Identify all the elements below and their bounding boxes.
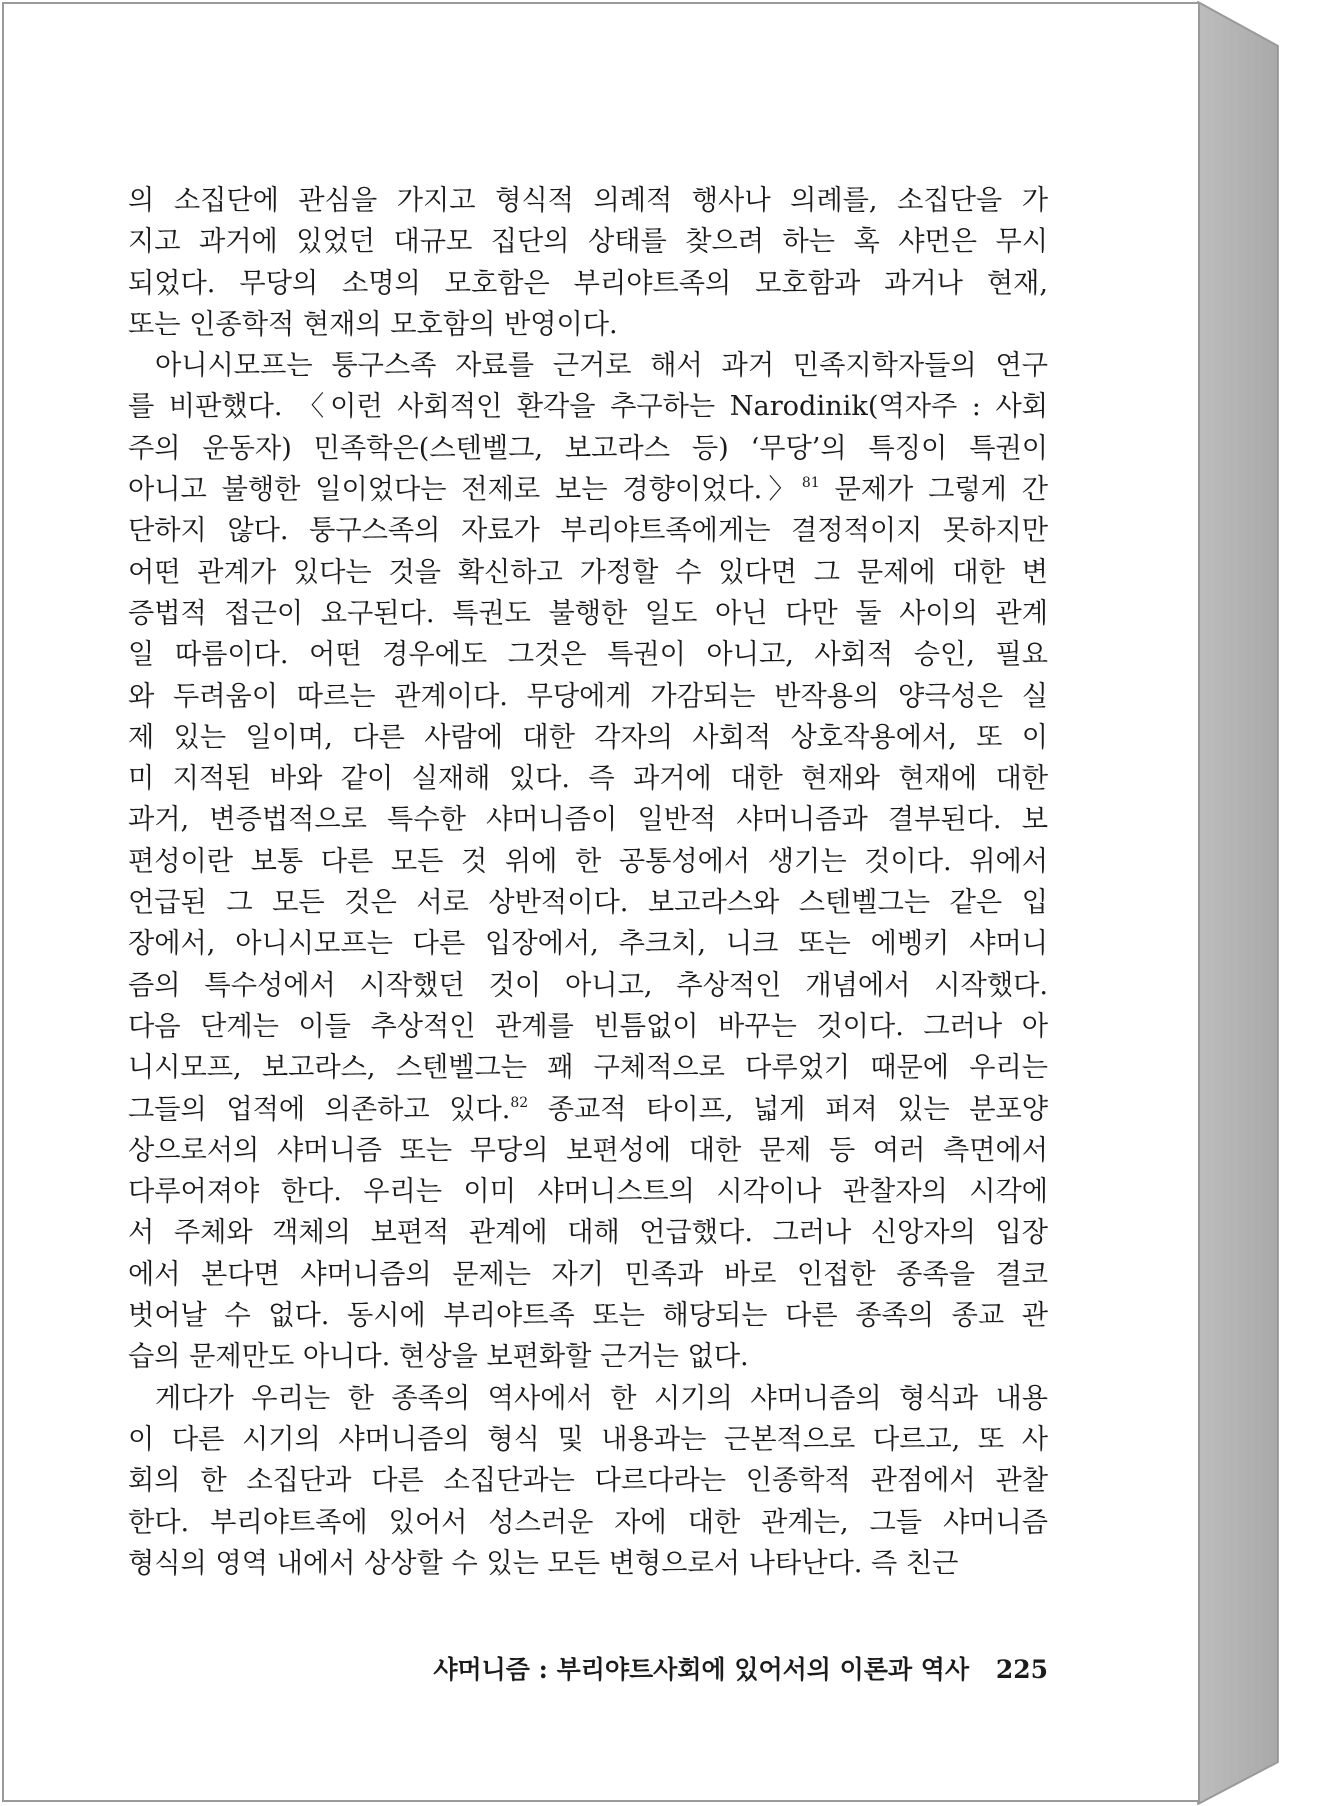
text-line: 다루어져야 한다. 우리는 이미 샤머니스트의 시각이나 관찰자의 시각에 <box>128 1176 1048 1208</box>
text-line: 장에서, 아니시모프는 다른 입장에서, 추크치, 니크 또는 에벵키 샤머니 <box>128 928 1048 960</box>
text-line: 과거, 변증법적으로 특수한 샤머니즘이 일반적 샤머니즘과 결부된다. 보 <box>128 804 1048 836</box>
text-line: 즘의 특수성에서 시작했던 것이 아니고, 추상적인 개념에서 시작했다. <box>128 969 1048 1001</box>
text-line: 형식의 영역 내에서 상상할 수 있는 모든 변형으로서 나타난다. 즉 친근 <box>128 1547 959 1579</box>
text-line: 미 지적된 바와 같이 실재해 있다. 즉 과거에 대한 현재와 현재에 대한 <box>128 763 1048 795</box>
text-line: 편성이란 보통 다른 모든 것 위에 한 공통성에서 생기는 것이다. 위에서 <box>128 845 1048 877</box>
text-line: 상으로서의 샤머니즘 또는 무당의 보편성에 대한 문제 등 여러 측면에서 <box>128 1134 1048 1166</box>
text-line: 되었다. 무당의 소명의 모호함은 부리야트족의 모호함과 과거나 현재, <box>128 267 1048 299</box>
text-line: 니시모프, 보고라스, 스텐벨그는 꽤 구체적으로 다루었기 때문에 우리는 <box>128 1052 1048 1084</box>
text-line: 다음 단계는 이들 추상적인 관계를 빈틈없이 바꾸는 것이다. 그러나 아 <box>128 1010 1048 1042</box>
page-footer <box>0 1650 1048 1686</box>
text-line: 또는 인종학적 현재의 모호함의 반영이다. <box>128 308 618 340</box>
text-line: 아니고 불행한 일이었다는 전제로 보는 경향이었다.〉$^{81}$ 문제가 그렇게 간 <box>128 474 1048 506</box>
text-line: 를 비판했다. 〈이런 사회적인 환각을 추구하는 Narodinik(역자주 : 사회 <box>128 391 1048 423</box>
text-line: 어떤 관계가 있다는 것을 확신하고 가정할 수 있다면 그 문제에 대한 변 <box>128 556 1048 588</box>
text-line: 일 따름이다. 어떤 경우에도 그것은 특권이 아니고, 사회적 승인, 필요 <box>128 639 1048 671</box>
text-line: 벗어날 수 없다. 동시에 부리야트족 또는 해당되는 다른 종족의 종교 관 <box>128 1300 1048 1332</box>
text-line: 언급된 그 모든 것은 서로 상반적이다. 보고라스와 스텐벨그는 같은 입 <box>128 887 1048 919</box>
page-number: 225 <box>995 1655 1048 1684</box>
text-line: 게다가 우리는 한 종족의 역사에서 한 시기의 샤머니즘의 형식과 내용 <box>155 1382 1048 1414</box>
footnote-marker: 82 <box>510 1094 529 1111</box>
text-line: 제 있는 일이며, 다른 사람에 대한 각자의 사회적 상호작용에서, 또 이 <box>128 721 1048 753</box>
text-line: 지고 과거에 있었던 대규모 집단의 상태를 찾으려 하는 혹 샤먼은 무시 <box>128 226 1048 258</box>
text-line: 에서 본다면 샤머니즘의 문제는 자기 민족과 바로 인접한 종족을 결코 <box>128 1258 1048 1290</box>
text-line: 습의 문제만도 아니다. 현상을 보편화할 근거는 없다. <box>128 1341 749 1373</box>
body-text <box>128 180 1048 1584</box>
text-line: 그들의 업적에 의존하고 있다.$^{82}$ 종교적 타이프, 넓게 퍼져 있는 분포양 <box>128 1093 1048 1125</box>
text-line: 와 두려움이 따르는 관계이다. 무당에게 가감되는 반작용의 양극성은 실 <box>128 680 1048 712</box>
text-line: 증법적 접근이 요구된다. 특권도 불행한 일도 아닌 다만 둘 사이의 관계 <box>128 597 1048 629</box>
footnote-marker: 81 <box>801 475 820 492</box>
text-line: 주의 운동자) 민족학은(스텐벨그, 보고라스 등) ‘무당’의 특징이 특권이 <box>128 432 1048 464</box>
text-line: 회의 한 소집단과 다른 소집단과는 다르다라는 인종학적 관점에서 관찰 <box>128 1465 1048 1497</box>
text-line: 한다. 부리야트족에 있어서 성스러운 자에 대한 관계는, 그들 샤머니즘 <box>128 1506 1048 1538</box>
running-title: 샤머니즘 : 부리야트사회에 있어서의 이론과 역사 <box>433 1655 970 1684</box>
text-line: 이 다른 시기의 샤머니즘의 형식 및 내용과는 근본적으로 다르고, 또 사 <box>128 1423 1048 1455</box>
text-line: 서 주체와 객체의 보편적 관계에 대해 언급했다. 그러나 신앙자의 입장 <box>128 1217 1048 1249</box>
text-line: 단하지 않다. 퉁구스족의 자료가 부리야트족에게는 결정적이지 못하지만 <box>128 515 1048 547</box>
text-line: 의 소집단에 관심을 가지고 형식적 의례적 행사나 의례를, 소집단을 가 <box>128 185 1048 216</box>
text-line: 아니시모프는 퉁구스족 자료를 근거로 해서 과거 민족지학자들의 연구 <box>155 350 1048 382</box>
